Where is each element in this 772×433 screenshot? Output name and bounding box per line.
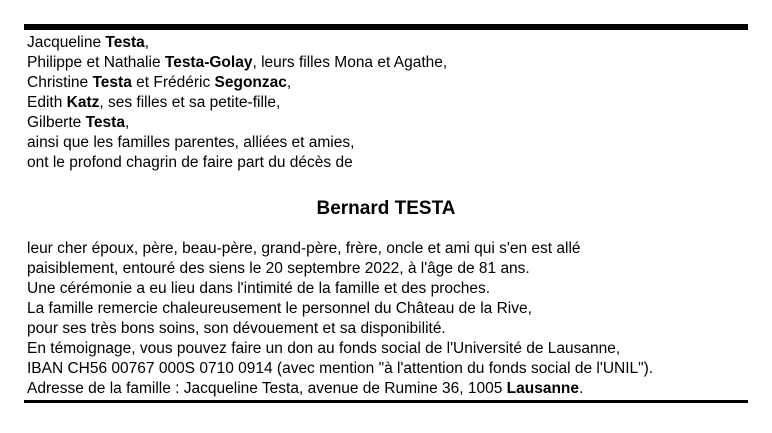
surname: Segonzac <box>214 74 287 91</box>
notice-body <box>27 239 747 399</box>
family-line-edith: Edith Katz, ses filles et sa petite-fille, <box>27 94 281 111</box>
address-city: Lausanne <box>506 380 580 397</box>
bottom-rule <box>24 400 748 403</box>
family-address: Adresse de la famille : Jacqueline Testa, avenue de Rumine 36, 1005 Lausanne. <box>27 380 584 397</box>
body-line: pour ses très bons soins, son dévouement et sa disponibilité. <box>27 320 446 337</box>
body-line: paisiblement, entouré des siens le 20 septembre 2022, à l'âge de 81 ans. <box>27 260 530 277</box>
surname: Testa <box>92 74 132 91</box>
family-line-jacqueline: Jacqueline Testa, <box>27 34 150 51</box>
family-line-announcement: ont le profond chagrin de faire part du décès de <box>27 154 353 171</box>
top-rule <box>24 24 748 30</box>
family-line-gilberte: Gilberte Testa, <box>27 114 130 131</box>
body-line: IBAN CH56 00767 000S 0710 0914 (avec mention "à l'attention du fonds social de l'UNIL"). <box>27 360 654 377</box>
family-line-philippe: Philippe et Nathalie Testa-Golay, leurs filles Mona et Agathe, <box>27 54 448 71</box>
surname: Katz <box>66 94 100 111</box>
family-line-relatives: ainsi que les familles parentes, alliées et amies, <box>27 134 355 151</box>
surname: Testa <box>105 34 145 51</box>
family-list <box>27 33 742 173</box>
surname: Testa <box>85 114 125 131</box>
deceased-name: Bernard TESTA <box>316 198 456 219</box>
body-line: La famille remercie chaleureusement le personnel du Château de la Rive, <box>27 300 532 317</box>
body-line: Une cérémonie a eu lieu dans l'intimité de la famille et des proches. <box>27 280 491 297</box>
family-line-christine: Christine Testa et Frédéric Segonzac, <box>27 74 292 91</box>
surname: Testa-Golay <box>164 54 253 71</box>
body-line: En témoignage, vous pouvez faire un don au fonds social de l'Université de Lausanne, <box>27 340 621 357</box>
body-line: leur cher époux, père, beau-père, grand-père, frère, oncle et ami qui s'en est allé <box>27 240 581 257</box>
